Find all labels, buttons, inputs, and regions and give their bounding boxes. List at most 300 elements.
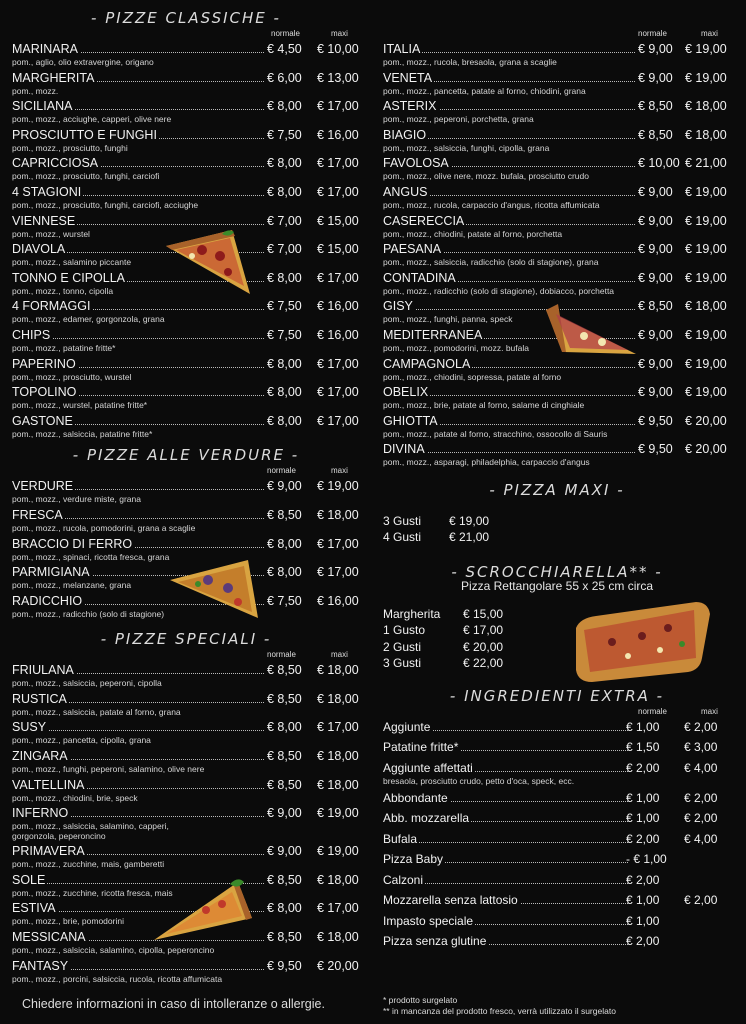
item-description: pom., mozz., tonno, cipolla <box>12 285 114 296</box>
item-description: pom., mozz., salsiccia, radicchio (solo di stagione), grana <box>383 257 599 268</box>
row-price: € 22,00 <box>463 656 504 671</box>
price-normale: € 8,50 <box>638 99 673 114</box>
item-name: DIAVOLA <box>12 242 66 257</box>
price-maxi: € 2,00 <box>684 811 718 826</box>
menu-item <box>383 154 731 183</box>
price-normale: € 6,00 <box>267 70 302 85</box>
price-normale: € 2,00 <box>626 934 660 949</box>
menu-item <box>12 747 360 776</box>
price-maxi: € 17,00 <box>317 184 359 199</box>
menu-item <box>12 477 360 506</box>
item-name: CAPRICCIOSA <box>12 156 99 171</box>
item-description: pom., mozz., porcini, salsiccia, rucola, ricotta affumicata <box>12 973 223 984</box>
menu-item <box>383 97 731 126</box>
header-normale: normale <box>638 706 667 716</box>
menu-item <box>12 126 360 155</box>
item-description: pom., mozz., brie, patate al forno, salame di cinghiale <box>383 400 585 411</box>
item-description: pom., mozz., salamino piccante <box>12 257 132 268</box>
item-description: pom., mozz., prosciutto, funghi, carciofi, acciughe <box>12 199 199 210</box>
price-normale: € 9,00 <box>638 70 673 85</box>
price-normale: € 9,00 <box>638 270 673 285</box>
item-description: pom., mozz., chiodini, patate al forno, porchetta <box>383 228 563 239</box>
item-name: MARINARA <box>12 42 78 56</box>
item-description: pom., mozz., salsiccia, peperoni, cipolla <box>12 678 162 689</box>
item-name: ANGUS <box>383 184 428 199</box>
price-normale: € 9,00 <box>267 844 302 859</box>
price-normale: € 8,50 <box>267 777 302 792</box>
price-normale: € 7,50 <box>267 593 302 608</box>
item-name: 4 STAGIONI <box>12 184 82 199</box>
price-normale: € 9,50 <box>267 958 302 973</box>
menu-item <box>383 40 731 69</box>
item-name: Patatine fritte* <box>383 740 459 755</box>
menu-item <box>383 912 731 933</box>
item-name: Aggiunte affettati <box>383 760 473 775</box>
menu-item <box>383 789 731 810</box>
item-name: Pizza Baby <box>383 852 444 867</box>
price-normale: € 8,00 <box>267 184 302 199</box>
item-name: VENETA <box>383 70 433 85</box>
price-normale: € 2,00 <box>626 831 660 846</box>
price-maxi: € 17,00 <box>317 720 359 735</box>
price-normale: € 8,00 <box>267 385 302 400</box>
price-normale: € 10,00 <box>638 156 680 171</box>
item-name: GHIOTTA <box>383 413 438 428</box>
column-headers <box>12 466 360 477</box>
price-normale: € 8,00 <box>267 536 302 551</box>
item-name: Calzoni <box>383 872 424 887</box>
header-normale: normale <box>271 29 300 38</box>
item-name: CHIPS <box>12 327 51 342</box>
row-label: 2 Gusti <box>383 639 422 654</box>
item-description: pom., mozz., salsiccia, patate al forno, grana <box>12 706 181 717</box>
item-name: ZINGARA <box>12 749 68 764</box>
item-name: PAPERINO <box>12 356 76 371</box>
header-normale: normale <box>267 650 296 660</box>
price-maxi: € 15,00 <box>317 213 359 228</box>
item-description: pom., mozz., edamer, gorgonzola, grana <box>12 314 165 325</box>
menu-item <box>12 97 360 126</box>
pizza-slice-image <box>152 878 256 944</box>
section-title-speciali: - PIZZE SPECIALI - <box>100 630 272 649</box>
price-maxi: € 18,00 <box>685 99 727 114</box>
footnote-frozen: * prodotto surgelato <box>383 995 458 1005</box>
price-maxi: € 17,00 <box>317 356 359 371</box>
menu-item <box>12 154 360 183</box>
price-maxi: € 18,00 <box>685 299 727 314</box>
price-maxi: € 19,00 <box>685 356 727 371</box>
menu-item <box>12 383 360 412</box>
item-description: pom., mozz., rucola, carpaccio d'angus, ricotta affumicata <box>383 199 600 210</box>
price-maxi: € 17,00 <box>317 385 359 400</box>
item-description: pom., mozz., salsiccia, salamino, capperi, <box>12 821 169 832</box>
item-name: GASTONE <box>12 413 73 428</box>
menu-item <box>383 932 731 953</box>
row-label: 3 Gusti <box>383 513 422 528</box>
item-name: SUSY <box>12 720 47 735</box>
allergy-note: Chiedere informazioni in caso di intolleranze o allergie. <box>22 997 325 1011</box>
menu-item <box>383 383 731 412</box>
price-normale: € 9,50 <box>638 413 673 428</box>
price-normale: € 1,00 <box>626 719 660 734</box>
price-maxi: € 18,00 <box>685 127 727 142</box>
price-maxi: € 17,00 <box>317 156 359 171</box>
item-description: pom., mozz., prosciutto, funghi, carciofi <box>12 171 160 182</box>
price-normale: € 9,00 <box>267 806 302 821</box>
item-name: BIAGIO <box>383 127 427 142</box>
price-normale: - € 1,00 <box>626 852 667 867</box>
price-normale: € 7,50 <box>267 127 302 142</box>
item-description: gorgonzola, peperoncino <box>12 831 106 842</box>
item-name: INFERNO <box>12 806 69 821</box>
item-description: pom., mozz., pancetta, cipolla, grana <box>12 735 151 746</box>
price-normale: € 8,00 <box>267 901 302 916</box>
menu-list-speciali-right <box>383 40 731 469</box>
price-normale: € 8,50 <box>267 663 302 678</box>
price-normale: € 8,50 <box>267 691 302 706</box>
item-name: FRIULANA <box>12 663 74 678</box>
price-normale: € 9,50 <box>638 442 673 457</box>
price-normale: € 8,50 <box>267 872 302 887</box>
item-description: pom., aglio, olio extravergine, origano <box>12 57 154 67</box>
item-name: PAESANA <box>383 242 442 257</box>
price-normale: € 7,00 <box>267 242 302 257</box>
item-name: MEDITERRANEA <box>383 327 483 342</box>
price-maxi: € 16,00 <box>317 127 359 142</box>
menu-item <box>383 738 731 759</box>
menu-item <box>383 440 731 469</box>
section-title-maxi: - PIZZA MAXI - <box>489 480 625 499</box>
header-maxi: maxi <box>331 466 348 476</box>
price-normale: € 8,50 <box>638 299 673 314</box>
price-maxi: € 16,00 <box>317 299 359 314</box>
item-description: pom., mozz., radicchio (solo di stagione), dobiacco, porchetta <box>383 285 615 296</box>
price-maxi: € 2,00 <box>684 893 718 908</box>
item-description: pom., mozz., prosciutto, funghi <box>12 142 128 153</box>
menu-item <box>383 718 731 739</box>
price-normale: € 2,00 <box>626 760 660 775</box>
menu-item <box>383 212 731 241</box>
price-maxi: € 19,00 <box>317 844 359 859</box>
row-label: Margherita <box>383 606 441 621</box>
price-maxi: € 2,00 <box>684 719 718 734</box>
price-normale: € 9,00 <box>638 327 673 342</box>
item-description: pom., mozz., pomodorini, mozz. bufala <box>383 342 529 353</box>
item-name: TONNO E CIPOLLA <box>12 270 125 285</box>
price-normale: € 8,00 <box>267 356 302 371</box>
scrocchiarella-subtitle: Pizza Rettangolare 55 x 25 cm circa <box>460 578 654 593</box>
item-name: CONTADINA <box>383 270 456 285</box>
menu-item <box>12 506 360 535</box>
price-normale: € 7,50 <box>267 327 302 342</box>
header-maxi: maxi <box>701 29 718 38</box>
menu-list-extra <box>383 718 731 953</box>
price-normale: € 1,00 <box>626 913 660 928</box>
item-name: MARGHERITA <box>12 70 95 85</box>
item-description: pom., mozz., patatine fritte* <box>12 342 116 353</box>
price-maxi: € 18,00 <box>317 691 359 706</box>
row-label: 3 Gusti <box>383 656 422 671</box>
price-maxi: € 20,00 <box>317 958 359 973</box>
header-maxi: maxi <box>331 650 348 660</box>
price-normale: € 8,00 <box>267 156 302 171</box>
item-description: pom., mozz., funghi, peperoni, salamino, olive nere <box>12 764 205 775</box>
item-name: 4 FORMAGGI <box>12 299 91 314</box>
menu-item <box>12 40 360 69</box>
item-name: Abb. mozzarella <box>383 811 470 826</box>
section-title-scrocchiarella: - SCROCCHIARELLA** - <box>451 562 663 581</box>
price-normale: € 9,00 <box>638 242 673 257</box>
price-maxi: € 3,00 <box>684 740 718 755</box>
pizza-slice-image <box>162 228 254 298</box>
row-price: € 17,00 <box>463 623 504 638</box>
item-description: pom., mozz., peperoni, porchetta, grana <box>383 114 534 125</box>
item-description: bresaola, prosciutto crudo, petto d'oca, speck, ecc. <box>383 775 575 786</box>
item-description: pom., mozz., salsiccia, patatine fritte* <box>12 428 153 439</box>
item-description: pom., mozz., prosciutto, wurstel <box>12 371 132 382</box>
price-maxi: € 4,00 <box>684 831 718 846</box>
menu-item <box>12 183 360 212</box>
item-name: Pizza senza glutine <box>383 934 487 949</box>
item-description: pom., mozz. <box>12 85 59 96</box>
item-name: ITALIA <box>383 42 421 56</box>
menu-item <box>12 412 360 441</box>
price-maxi: € 20,00 <box>685 442 727 457</box>
price-maxi: € 19,00 <box>685 42 727 56</box>
price-maxi: € 19,00 <box>685 242 727 257</box>
price-maxi: € 18,00 <box>317 777 359 792</box>
price-maxi: € 4,00 <box>684 760 718 775</box>
column-headers <box>383 29 731 40</box>
item-description: pom., mozz., funghi, panna, speck <box>383 314 513 325</box>
item-name: FAVOLOSA <box>383 156 449 171</box>
menu-item <box>383 412 731 441</box>
item-name: VIENNESE <box>12 213 76 228</box>
item-description: pom., mozz., brie, pomodorini <box>12 916 124 927</box>
menu-item <box>383 269 731 298</box>
item-description: pom., mozz., rucola, pomodorini, grana a scaglie <box>12 522 196 533</box>
price-normale: € 1,00 <box>626 893 660 908</box>
menu-item <box>383 891 731 912</box>
price-maxi: € 10,00 <box>317 42 359 56</box>
footnotes <box>383 995 616 1017</box>
item-description: pom., mozz., zucchine, ricotta fresca, mais <box>12 887 173 898</box>
item-name: PROSCIUTTO E FUNGHI <box>12 127 157 142</box>
price-normale: € 9,00 <box>638 184 673 199</box>
price-normale: € 9,00 <box>638 385 673 400</box>
price-maxi: € 21,00 <box>685 156 727 171</box>
item-name: Abbondante <box>383 790 448 805</box>
item-name: RUSTICA <box>12 691 67 706</box>
price-maxi: € 16,00 <box>317 327 359 342</box>
price-normale: € 2,00 <box>626 872 660 887</box>
menu-item <box>12 957 360 986</box>
item-name: Mozzarella senza lattosio <box>383 893 518 908</box>
footnote-fresh: ** in mancanza del prodotto fresco, verrà utilizzato il surgelato <box>383 1006 616 1016</box>
row-price: € 21,00 <box>449 530 490 545</box>
menu-item <box>12 690 360 719</box>
section-title-verdure: - PIZZE ALLE VERDURE - <box>72 446 300 465</box>
item-name: RADICCHIO <box>12 593 83 608</box>
pizza-slice-image <box>168 558 260 620</box>
menu-item <box>383 69 731 98</box>
item-name: CASERECCIA <box>383 213 465 228</box>
item-name: FANTASY <box>12 958 69 973</box>
column-headers <box>12 650 360 661</box>
price-maxi: € 19,00 <box>685 270 727 285</box>
item-name: VALTELLINA <box>12 777 85 792</box>
item-name: Impasto speciale <box>383 913 474 928</box>
price-maxi: € 18,00 <box>317 749 359 764</box>
item-name: MESSICANA <box>12 930 86 945</box>
item-name: PARMIGIANA <box>12 565 90 580</box>
item-description: pom., mozz., rucola, bresaola, grana a scaglie <box>383 57 557 67</box>
right-column <box>383 0 731 953</box>
price-normale: € 8,50 <box>267 930 302 945</box>
price-normale: € 8,00 <box>267 720 302 735</box>
pizza-slice-image <box>544 302 640 360</box>
item-description: pom., mozz., olive nere, mozz. bufala, prosciutto crudo <box>383 171 589 182</box>
menu-item <box>383 183 731 212</box>
section-title-classiche: - PIZZE CLASSICHE - <box>91 9 281 27</box>
dot-leader <box>383 842 628 843</box>
item-name: PRIMAVERA <box>12 844 85 859</box>
item-name: Aggiunte <box>383 719 431 734</box>
price-normale: € 8,00 <box>267 565 302 580</box>
item-name: SOLE <box>12 872 46 887</box>
item-name: DIVINA <box>383 442 425 457</box>
item-description: pom., mozz., acciughe, capperi, olive nere <box>12 114 172 125</box>
item-name: ESTIVA <box>12 901 56 916</box>
item-name: FRESCA <box>12 507 63 522</box>
price-maxi: € 17,00 <box>317 565 359 580</box>
price-normale: € 7,50 <box>267 299 302 314</box>
item-name: BRACCIO DI FERRO <box>12 536 133 551</box>
price-maxi: € 16,00 <box>317 593 359 608</box>
price-maxi: € 17,00 <box>317 99 359 114</box>
price-normale: € 1,50 <box>626 740 660 755</box>
row-price: € 15,00 <box>463 606 504 621</box>
menu-item <box>383 809 731 830</box>
price-row <box>383 530 731 547</box>
price-maxi: € 19,00 <box>317 806 359 821</box>
dot-leader <box>12 730 264 731</box>
item-name: ASTERIX <box>383 99 437 114</box>
price-maxi: € 18,00 <box>317 930 359 945</box>
header-normale: normale <box>638 29 667 38</box>
item-description: pom., mozz., patate al forno, stracchino, ossocollo di Sauris <box>383 428 608 439</box>
price-maxi: € 17,00 <box>317 536 359 551</box>
price-maxi: € 2,00 <box>684 790 718 805</box>
menu-item <box>383 126 731 155</box>
scrocchiarella-image <box>572 598 712 684</box>
price-normale: € 7,00 <box>267 213 302 228</box>
item-description: pom., mozz., spinaci, ricotta fresca, grana <box>12 551 170 562</box>
menu-item <box>12 69 360 98</box>
item-description: pom., mozz., salsiccia, funghi, cipolla, grana <box>383 142 550 153</box>
menu-item <box>12 776 360 805</box>
price-normale: € 8,00 <box>267 270 302 285</box>
price-row <box>383 514 731 531</box>
column-headers <box>12 29 360 40</box>
item-description: pom., mozz., zucchine, mais, gamberetti <box>12 859 165 870</box>
price-normale: € 9,00 <box>267 479 302 494</box>
menu-item <box>383 830 731 851</box>
menu-item <box>12 326 360 355</box>
item-description: pom., mozz., asparagi, philadelphia, carpaccio d'angus <box>383 457 590 468</box>
menu-item <box>12 842 360 871</box>
price-maxi: € 17,00 <box>317 901 359 916</box>
price-maxi: € 19,00 <box>317 479 359 494</box>
price-maxi: € 19,00 <box>685 213 727 228</box>
item-description: pom., mozz., pancetta, patate al forno, chiodini, grana <box>383 85 586 96</box>
price-maxi: € 19,00 <box>685 70 727 85</box>
price-maxi: € 13,00 <box>317 70 359 85</box>
row-price: € 19,00 <box>449 513 490 528</box>
item-name: Bufala <box>383 831 418 846</box>
item-description: pom., mozz., wurstel <box>12 228 90 239</box>
price-normale: € 9,00 <box>638 356 673 371</box>
price-maxi: € 15,00 <box>317 242 359 257</box>
item-description: pom., mozz., melanzane, grana <box>12 580 132 591</box>
price-maxi: € 18,00 <box>317 872 359 887</box>
item-name: GISY <box>383 299 413 314</box>
row-label: 4 Gusti <box>383 530 422 545</box>
menu-item <box>12 804 360 842</box>
price-maxi: € 19,00 <box>685 184 727 199</box>
price-normale: € 4,50 <box>267 42 302 56</box>
price-normale: € 8,00 <box>267 99 302 114</box>
left-column <box>12 0 360 985</box>
price-normale: € 8,50 <box>267 507 302 522</box>
menu-item <box>383 759 731 789</box>
price-normale: € 8,00 <box>267 413 302 428</box>
item-description: pom., mozz., radicchio (solo di stagione) <box>12 608 165 619</box>
menu-list-maxi <box>383 514 731 547</box>
column-headers <box>383 707 731 718</box>
price-normale: € 1,00 <box>626 790 660 805</box>
menu-item <box>383 850 731 871</box>
item-description: pom., mozz., chiodini, brie, speck <box>12 792 138 803</box>
header-maxi: maxi <box>701 706 718 716</box>
item-description: pom., mozz., chiodini, sopressa, patate al forno <box>383 371 562 382</box>
row-label: 1 Gusto <box>383 623 426 638</box>
header-normale: normale <box>267 466 296 476</box>
price-maxi: € 18,00 <box>317 663 359 678</box>
price-maxi: € 20,00 <box>685 413 727 428</box>
item-name: CAMPAGNOLA <box>383 356 471 371</box>
price-maxi: € 19,00 <box>685 385 727 400</box>
menu-item <box>383 240 731 269</box>
price-maxi: € 19,00 <box>685 327 727 342</box>
price-normale: € 1,00 <box>626 811 660 826</box>
section-title-extra: - INGREDIENTI EXTRA - <box>449 686 665 705</box>
price-maxi: € 17,00 <box>317 270 359 285</box>
row-price: € 20,00 <box>463 639 504 654</box>
item-name: SICILIANA <box>12 99 73 114</box>
price-maxi: € 17,00 <box>317 413 359 428</box>
item-name: VERDURE <box>12 479 74 494</box>
item-description: pom., mozz., wurstel, patatine fritte* <box>12 400 148 411</box>
menu-item <box>12 661 360 690</box>
menu-item <box>12 297 360 326</box>
menu-item <box>12 718 360 747</box>
header-maxi: maxi <box>331 29 348 38</box>
menu-item <box>383 871 731 892</box>
item-name: OBELIX <box>383 385 429 400</box>
price-maxi: € 18,00 <box>317 507 359 522</box>
price-normale: € 8,50 <box>638 127 673 142</box>
